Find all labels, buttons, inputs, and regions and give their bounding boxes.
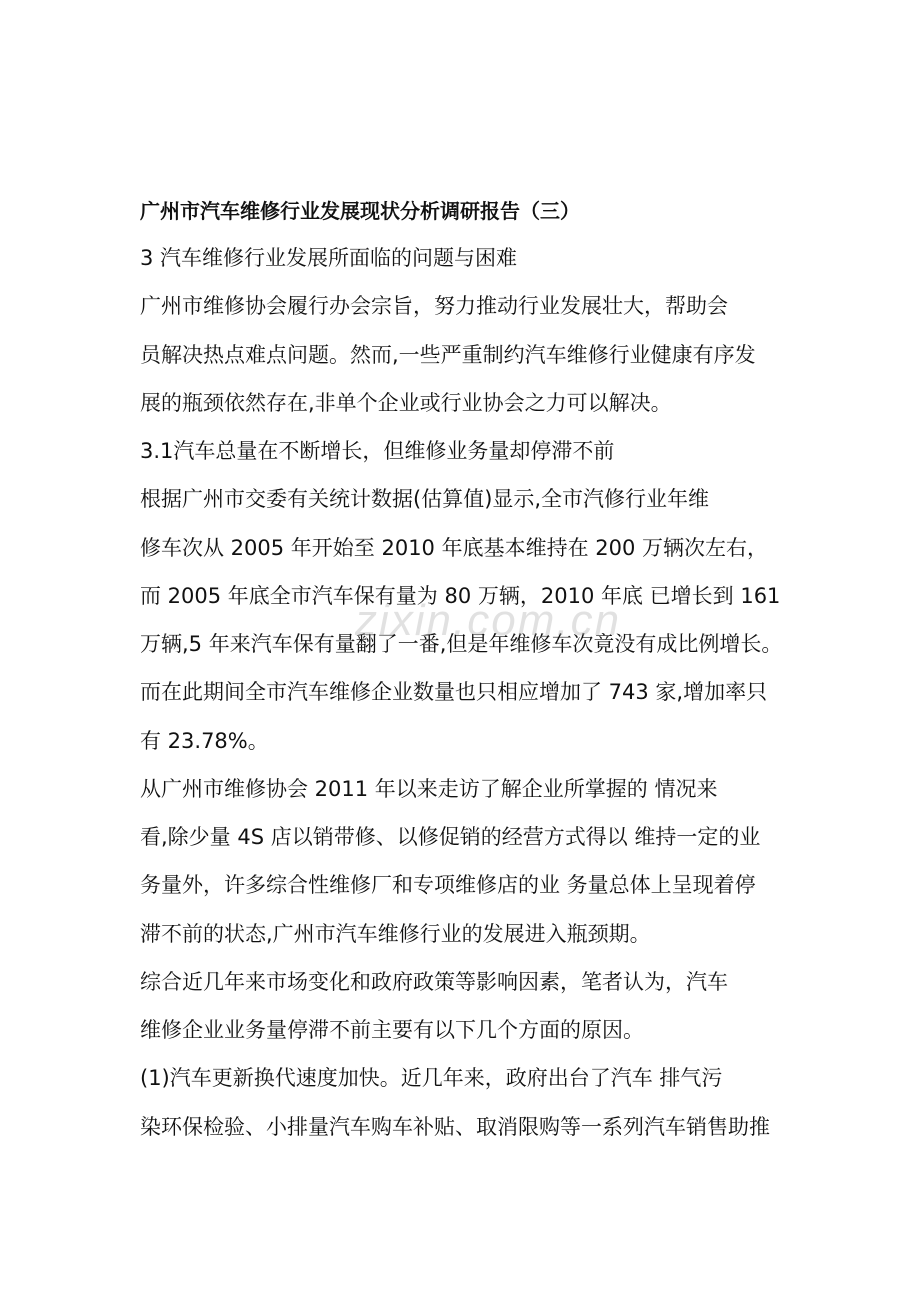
paragraph-line: 看,除少量 4S 店以销带修、以修促销的经营方式得以 维持一定的业	[140, 825, 761, 849]
watermark-logo: zixin.com.cn	[355, 596, 622, 645]
paragraph-line: 从广州市维修协会 2011 年以来走访了解企业所掌握的 情况来	[140, 777, 718, 801]
paragraph-line: 而 2005 年底全市汽车保有量为 80 万辆，2010 年底 已增长到 161	[140, 584, 781, 608]
subsection-heading-3-1: 3.1汽车总量在不断增长，但维修业务量却停滞不前	[140, 439, 615, 463]
section-heading-3: 3 汽车维修行业发展所面临的问题与困难	[140, 246, 518, 270]
paragraph-line: 员解决热点难点问题。然而,一些严重制约汽车维修行业健康有序发	[140, 343, 756, 367]
paragraph-line: 综合近几年来市场变化和政府政策等影响因素，笔者认为，汽车	[140, 970, 728, 994]
paragraph-line: 万辆,5 年来汽车保有量翻了一番,但是年维修车次竟没有成比例增长。	[140, 632, 783, 656]
paragraph-line: 滞不前的状态,广州市汽车维修行业的发展进入瓶颈期。	[140, 922, 651, 946]
paragraph-line: (1)汽车更新换代速度加快。近几年来，政府出台了汽车 排气污	[140, 1066, 723, 1090]
paragraph-line: 而在此期间全市汽车维修企业数量也只相应增加了 743 家,增加率只	[140, 680, 768, 704]
paragraph-line: 务量外，许多综合性维修厂和专项维修店的业 务量总体上呈现着停	[140, 873, 756, 897]
paragraph-line: 染环保检验、小排量汽车购车补贴、取消限购等一系列汽车销售助推	[140, 1115, 770, 1139]
document-title: 广州市汽车维修行业发展现状分析调研报告（三）	[140, 199, 580, 223]
paragraph-line: 修车次从 2005 年开始至 2010 年底基本维持在 200 万辆次左右，	[140, 536, 769, 560]
paragraph-line: 展的瓶颈依然存在,非单个企业或行业协会之力可以解决。	[140, 391, 672, 415]
paragraph-line: 维修企业业务量停滞不前主要有以下几个方面的原因。	[140, 1018, 644, 1042]
paragraph-line: 有 23.78%。	[140, 729, 269, 753]
paragraph-line: 广州市维修协会履行办会宗旨，努力推动行业发展壮大，帮助会	[140, 294, 728, 318]
paragraph-line: 根据广州市交委有关统计数据(估算值)显示,全市汽修行业年维	[140, 487, 710, 511]
